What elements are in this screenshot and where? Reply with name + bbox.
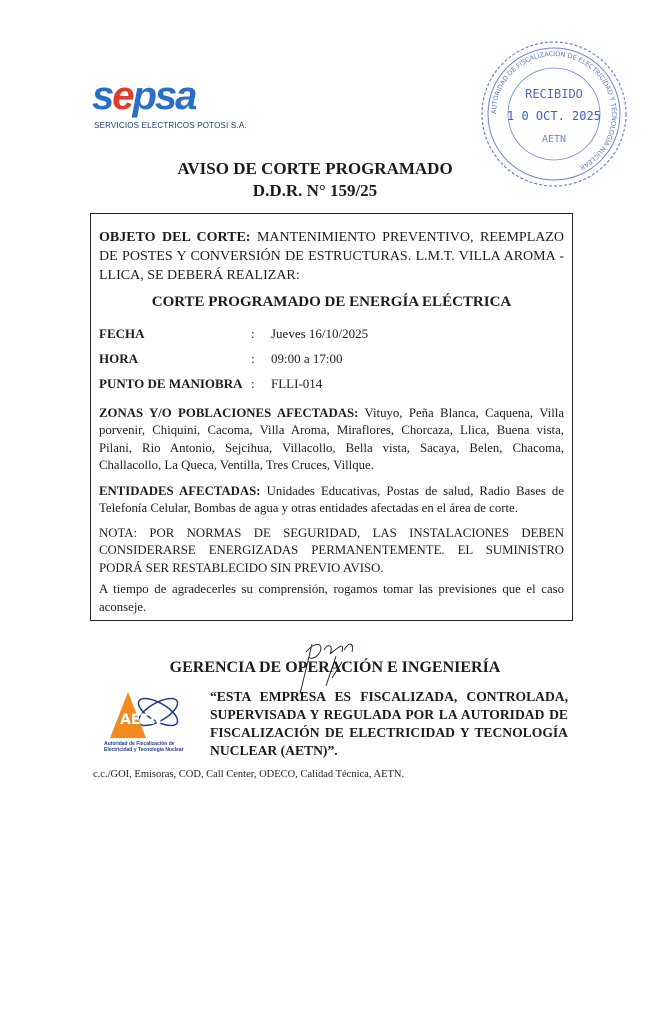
zonas-paragraph [99,405,564,475]
notice-box [90,213,573,621]
zonas-label: ZONAS Y/O POBLACIONES AFECTADAS: [99,405,359,420]
title-main: AVISO DE CORTE PROGRAMADO [177,159,453,178]
hora-colon: : [251,351,255,367]
stamp-org: AETN [541,134,567,145]
aetn-caption-line-1: Autoridad de Fiscalización de [104,741,175,747]
gerencia-heading: GERENCIA DE OPERACIÓN E INGENIERÍA [169,659,501,676]
aetn-letters: AETN [120,712,162,728]
entidades-label: ENTIDADES AFECTADAS: [99,483,261,498]
fecha-colon: : [251,326,255,342]
aetn-caption [104,741,204,753]
punto-value: FLLI-014 [271,376,323,392]
sepsa-logo-wordmark: sepsa [92,74,196,118]
stamp-ring-text: AUTORIDAD DE FISCALIZACIÓN DE ELECTRICIDAD Y TECNOLOGÍA NUCLEAR [489,49,619,172]
sepsa-logo [92,74,252,136]
stamp-date: 1 0 OCT. 2025 [507,109,601,123]
notice-subtitle: CORTE PROGRAMADO DE ENERGÍA ELÉCTRICA [151,294,512,310]
hora-row [99,347,564,372]
sepsa-logo-subtitle: SERVICIOS ELECTRICOS POTOSI S.A. [94,121,247,130]
objeto-paragraph [99,228,564,285]
objeto-label: OBJETO DEL CORTE: [99,230,251,245]
document-title [150,158,480,202]
punto-row [99,372,564,397]
fecha-label: FECHA [99,326,145,342]
entidades-text: Unidades Educativas, Postas de salud, Radio Bases de Telefonía Celular, Bombas de agua y otras entidades afectadas en el área de corte. [99,483,565,515]
punto-label: PUNTO DE MANIOBRA [99,376,243,392]
hora-value: 09:00 a 17:00 [271,351,343,367]
aetn-caption-line-2: Electricidad y Tecnología Nuclear [104,747,184,753]
nota-paragraph: NOTA: POR NORMAS DE SEGURIDAD, LAS INSTALACIONES DEBEN CONSIDERARSE ENERGIZADAS PERMANENTEMENTE. EL SUMINISTRO PODRÁ SER RESTABLECIDO SIN PREVIO AVISO. [99,525,564,575]
entidades-paragraph [99,483,564,518]
punto-colon: : [251,376,255,392]
objeto-text: MANTENIMIENTO PREVENTIVO, REEMPLAZO DE POSTES Y CONVERSIÓN DE ESTRUCTURAS. L.M.T. VILLA AROMA - LLICA, SE DEBERÁ REALIZAR: [99,230,565,283]
aetn-logo [100,686,200,766]
fecha-row [99,322,564,347]
fecha-value: Jueves 16/10/2025 [271,326,369,342]
title-ddr: D.D.R. N° 159/25 [252,181,378,200]
hora-label: HORA [99,351,138,367]
received-stamp [478,38,630,190]
received-stamp-graphic [478,38,630,190]
zonas-text: Vituyo, Peña Blanca, Caquena, Villa porvenir, Chiquini, Cacoma, Villa Aroma, Miraflores, Chorcaza, Llica, Buena vista, Pilani, Rio Antonio, Sejcihua, Villacollo, Bella vista, Sacaya, Belen, Chacoma, Challacollo, La Queca, Ventilla, Tres Cruces, Villque. [99,405,565,472]
copy-list: c.c./GOI, Emisoras, COD, Call Center, ODECO, Calidad Técnica, AETN. [93,769,405,780]
stamp-status: RECIBIDO [525,87,583,101]
closing-paragraph: A tiempo de agradecerles su comprensión, rogamos tomar las previsiones que el caso aconseje. [99,582,564,614]
fiscalizada-statement: “ESTA EMPRESA ES FISCALIZADA, CONTROLADA, SUPERVISADA Y REGULADA POR LA AUTORIDAD DE FISCALIZACIÓN DE ELECTRICIDAD Y TECNOLOGÍA NUCLEAR (AETN)”. [210,689,568,758]
